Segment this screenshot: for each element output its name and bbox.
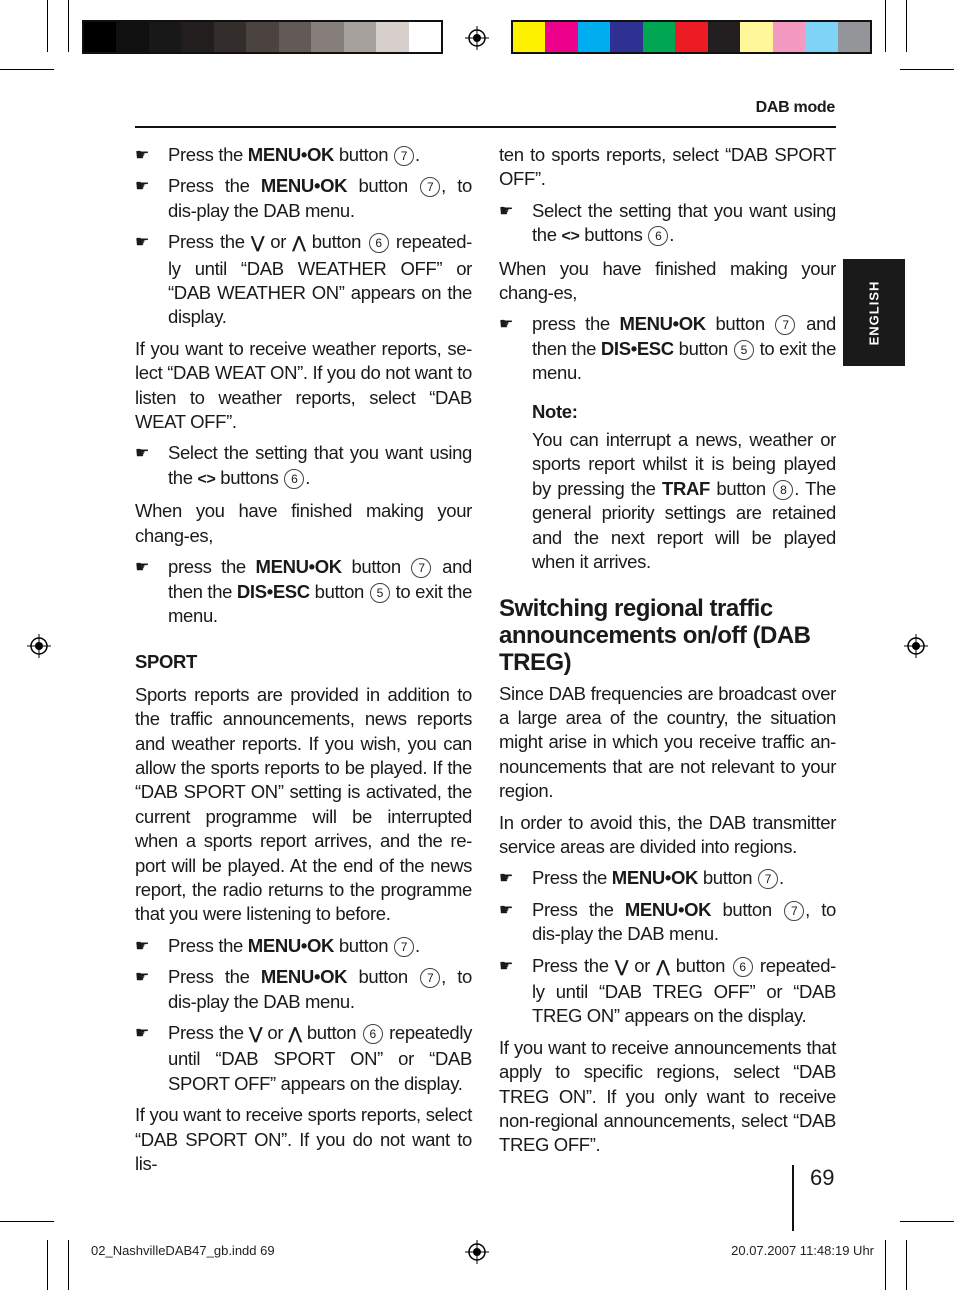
text-run: When you have finished making your chang-es,	[499, 257, 836, 304]
paragraph	[135, 683, 472, 927]
pointing-hand-icon: ☛	[499, 957, 513, 975]
button-name: MENU•OK	[260, 175, 348, 197]
color-calibration-bar	[511, 20, 872, 54]
pointing-hand-icon: ☛	[135, 937, 149, 955]
section-header: DAB mode	[755, 99, 835, 116]
language-tab	[843, 259, 905, 366]
text-run: buttons	[579, 224, 648, 246]
instruction-step	[135, 1021, 472, 1096]
text-run: press the	[168, 556, 256, 578]
text-run: If you want to receive weather reports, se-lect “DAB WEAT ON”. If you do not want to listen to weather reports, select “DAB WEAT OFF”.	[135, 337, 472, 433]
text-run: button	[309, 580, 369, 602]
crop-mark	[885, 1240, 886, 1290]
color-swatch	[708, 22, 740, 52]
arrow-key-icon: <>	[197, 470, 216, 488]
text-run: Press the	[168, 934, 248, 956]
instruction-step	[135, 143, 472, 167]
text-run: Press the	[168, 1022, 250, 1043]
crop-mark	[0, 1221, 54, 1222]
registration-mark-icon	[465, 1240, 489, 1264]
gray-swatch	[84, 22, 116, 52]
button-number-badge: 7	[775, 315, 795, 335]
color-swatch	[513, 22, 545, 52]
button-number-badge: 6	[733, 957, 753, 977]
text-run: Press the	[532, 867, 612, 889]
crop-mark	[906, 1240, 907, 1290]
gray-swatch	[344, 22, 376, 52]
instruction-step	[499, 866, 836, 890]
text-run: button	[711, 898, 784, 920]
text-run: Press the	[168, 966, 261, 988]
text-run: and then the	[168, 556, 472, 602]
button-number-badge: 7	[758, 869, 778, 889]
text-run: button	[673, 337, 733, 359]
button-name: MENU•OK	[255, 556, 342, 578]
color-swatch	[675, 22, 707, 52]
gray-swatch	[116, 22, 148, 52]
color-swatch	[740, 22, 772, 52]
right-column	[499, 143, 836, 1165]
text-run: Sports reports are provided in addition to the traffic announcements, news reports and weather reports. If you wish, you can allow the sports reports to be played. If the “DAB SPORT ON” setting is activated, the current programme will be interrupted when a sports report arrives, and the re-port will be played. At the end of the news report, the radio returns to the programme that you were listening to before.	[135, 683, 472, 925]
gray-swatch	[311, 22, 343, 52]
button-number-badge: 5	[734, 340, 754, 360]
note-body	[532, 428, 836, 574]
text-run: Select the setting that you want using the	[532, 199, 836, 246]
pointing-hand-icon: ☛	[135, 1025, 149, 1042]
registration-mark-icon	[465, 26, 489, 50]
pointing-hand-icon: ☛	[499, 870, 513, 888]
button-name: TRAF	[662, 477, 710, 499]
text-run: Switching regional traffic announcements on/off (DAB TREG)	[499, 594, 811, 676]
button-number-badge: 7	[411, 558, 431, 578]
crop-mark	[885, 0, 886, 52]
section-heading	[499, 595, 836, 676]
button-name: DIS•ESC	[600, 337, 674, 359]
text-run: When you have finished making your chang-es,	[135, 500, 472, 546]
button-number-badge: 6	[648, 226, 668, 246]
button-name: MENU•OK	[247, 934, 335, 956]
arrow-key-icon: ⋀	[292, 235, 306, 253]
text-run: . The general priority settings are retained and the next report will be played when it arrives.	[532, 477, 837, 573]
gray-swatch	[181, 22, 213, 52]
crop-mark	[68, 0, 69, 52]
text-run: or	[627, 954, 657, 976]
text-run: button	[305, 231, 368, 253]
instruction-step	[499, 199, 836, 250]
button-name: MENU•OK	[619, 313, 706, 335]
color-swatch	[610, 22, 642, 52]
text-run: Since DAB frequencies are broadcast over a large area of the country, the situation might arise in which you receive traffic an-nouncements that are not relevant to your region.	[499, 682, 836, 802]
button-number-badge: 6	[284, 469, 304, 489]
crop-mark	[900, 69, 954, 70]
subheading	[135, 650, 472, 674]
text-run: button	[301, 1022, 362, 1043]
text-run: to exit the menu.	[532, 337, 837, 384]
text-run: and then the	[532, 313, 836, 359]
text-run: .	[778, 867, 784, 889]
text-run: .	[669, 224, 675, 246]
language-tab-label: ENGLISH	[866, 280, 882, 345]
button-name: MENU•OK	[611, 867, 699, 889]
color-swatch	[545, 22, 577, 52]
button-name: MENU•OK	[624, 898, 712, 920]
crop-mark	[47, 1240, 48, 1290]
text-run: .	[414, 934, 420, 956]
text-run: button	[669, 954, 732, 976]
text-run: repeatedly until “DAB SPORT ON” or “DAB SPORT OFF” appears on the display.	[168, 1022, 472, 1094]
text-run: to exit the menu.	[168, 580, 473, 626]
instruction-step	[135, 174, 472, 223]
instruction-step	[135, 965, 472, 1014]
text-run: Note:	[532, 400, 578, 422]
button-number-badge: 7	[420, 968, 440, 988]
color-swatch	[805, 22, 837, 52]
page-number-rule	[792, 1165, 794, 1231]
text-run: , to dis-play the DAB menu.	[532, 898, 836, 945]
instruction-step	[135, 555, 472, 628]
paragraph	[499, 811, 836, 860]
gray-swatch	[279, 22, 311, 52]
left-column	[135, 143, 472, 1183]
paragraph	[499, 682, 836, 804]
instruction-step	[135, 230, 472, 330]
button-number-badge: 5	[370, 583, 390, 603]
text-run: or	[261, 1022, 289, 1043]
text-run: Press the	[168, 144, 248, 165]
slug-filename: 02_NashvilleDAB47_gb.indd 69	[91, 1243, 275, 1258]
text-run: In order to avoid this, the DAB transmitter service areas are divided into regions.	[499, 811, 836, 857]
arrow-key-icon: ⋁	[251, 235, 264, 253]
text-run: press the	[532, 313, 620, 335]
text-run: ten to sports reports, select “DAB SPORT OFF”.	[499, 144, 836, 190]
text-run: Select the setting that you want using the	[168, 442, 472, 488]
crop-mark	[906, 0, 907, 52]
text-run: If you want to receive announcements that apply to specific regions, select “DAB TREG ON”. If you only want to receive non-regional announcements, select “DAB TREG OFF”.	[499, 1036, 836, 1156]
text-run: button	[341, 556, 411, 578]
page-number: 69	[810, 1165, 835, 1190]
button-number-badge: 7	[394, 146, 414, 166]
paragraph	[499, 1036, 836, 1158]
button-number-badge: 7	[394, 937, 414, 957]
registration-mark-icon	[904, 634, 928, 658]
arrow-key-icon: ⋁	[249, 1026, 262, 1043]
paragraph	[135, 499, 472, 548]
header-rule	[135, 126, 836, 128]
pointing-hand-icon: ☛	[499, 901, 513, 919]
text-run: .	[414, 144, 420, 165]
text-run: repeated-ly until “DAB TREG OFF” or “DAB TREG ON” appears on the display.	[532, 954, 836, 1027]
slug-timestamp: 20.07.2007 11:48:19 Uhr	[731, 1243, 874, 1258]
pointing-hand-icon: ☛	[135, 445, 149, 463]
text-run: .	[305, 466, 311, 488]
gray-swatch	[149, 22, 181, 52]
text-run: Press the	[168, 175, 261, 197]
color-swatch	[643, 22, 675, 52]
text-run: buttons	[215, 466, 284, 488]
text-run: button	[334, 934, 393, 956]
gray-swatch	[409, 22, 441, 52]
pointing-hand-icon: ☛	[499, 202, 513, 220]
button-number-badge: 6	[369, 233, 389, 253]
arrow-key-icon: ⋀	[288, 1026, 302, 1043]
text-run: , to dis-play the DAB menu.	[168, 175, 472, 221]
text-run: button	[705, 313, 775, 335]
pointing-hand-icon: ☛	[135, 969, 149, 987]
pointing-hand-icon: ☛	[499, 316, 513, 334]
gray-swatch	[246, 22, 278, 52]
button-number-badge: 8	[773, 480, 793, 500]
text-run: Press the	[532, 954, 616, 976]
button-number-badge: 7	[784, 901, 804, 921]
text-run: You can interrupt a news, weather or sports report whilst it is being played by pressing the	[532, 429, 836, 499]
crop-mark	[0, 69, 54, 70]
button-name: MENU•OK	[260, 966, 348, 988]
pointing-hand-icon: ☛	[135, 178, 149, 196]
note-title	[532, 400, 836, 424]
text-run: button	[347, 966, 420, 988]
pointing-hand-icon: ☛	[135, 559, 149, 577]
instruction-step	[499, 954, 836, 1029]
instruction-step	[135, 441, 472, 492]
pointing-hand-icon: ☛	[135, 147, 149, 164]
gray-swatch	[214, 22, 246, 52]
text-run: button	[709, 477, 773, 499]
gray-calibration-bar	[82, 20, 443, 54]
gray-swatch	[376, 22, 408, 52]
button-name: MENU•OK	[247, 144, 335, 165]
pointing-hand-icon: ☛	[135, 234, 149, 252]
text-run: or	[263, 231, 293, 253]
crop-mark	[68, 1240, 69, 1290]
button-name: DIS•ESC	[236, 580, 310, 602]
paragraph	[135, 337, 472, 435]
arrow-key-icon: ⋀	[656, 958, 670, 976]
instruction-step	[135, 934, 472, 958]
paragraph	[135, 1103, 472, 1176]
crop-mark	[47, 0, 48, 52]
paragraph	[499, 143, 836, 192]
instruction-step	[499, 312, 836, 385]
text-run: Press the	[532, 898, 625, 920]
text-run: SPORT	[135, 651, 197, 673]
button-number-badge: 6	[363, 1024, 383, 1044]
text-run: Press the	[168, 231, 252, 253]
paragraph	[499, 257, 836, 306]
instruction-step	[499, 898, 836, 947]
color-swatch	[578, 22, 610, 52]
arrow-key-icon: ⋁	[615, 958, 628, 976]
text-run: button	[334, 144, 393, 165]
text-run: repeated-ly until “DAB WEATHER OFF” or “DAB WEATHER ON” appears on the display.	[168, 231, 472, 328]
crop-mark	[900, 1221, 954, 1222]
button-number-badge: 7	[420, 177, 440, 197]
color-swatch	[838, 22, 870, 52]
color-swatch	[773, 22, 805, 52]
text-run: button	[698, 867, 757, 889]
arrow-key-icon: <>	[561, 228, 580, 246]
text-run: button	[347, 175, 420, 197]
text-run: If you want to receive sports reports, select “DAB SPORT ON”. If you do not want to lis-	[135, 1104, 472, 1175]
registration-mark-icon	[27, 634, 51, 658]
text-run: , to dis-play the DAB menu.	[168, 966, 472, 1012]
